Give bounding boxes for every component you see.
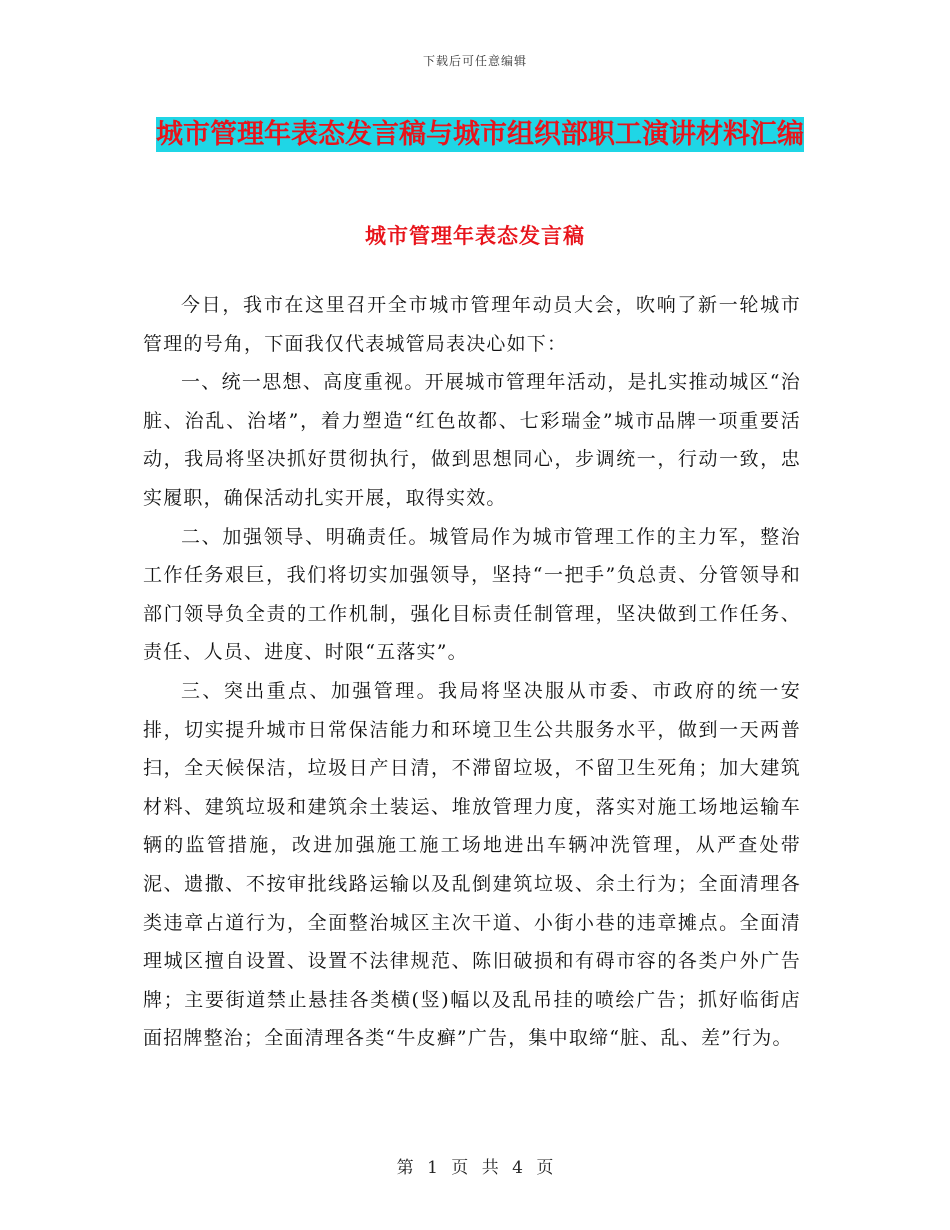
paragraph-point-2: 二、加强领导、明确责任。城管局作为城市管理工作的主力军，整治工作任务艰巨，我们将切实加强领导，坚持“一把手”负总责、分管领导和部门领导负全责的工作机制，强化目标责任制管理，坚决做到工作任务、责任、人员、进度、时限“五落实”。 xyxy=(143,525,801,664)
document-title xyxy=(150,112,810,158)
document-title-text: 城市管理年表态发言稿与城市组织部职工演讲材料汇编 xyxy=(156,119,804,150)
section-title: 城市管理年表态发言稿 xyxy=(365,223,585,248)
page-number-footer: 第 1 页 共 4 页 xyxy=(396,1158,554,1178)
paragraph-point-3: 三、突出重点、加强管理。我局将坚决服从市委、市政府的统一安排，切实提升城市日常保洁能力和环境卫生公共服务水平，做到一天两普扫，全天候保洁，垃圾日产日清，不滞留垃圾，不留卫生死角；加大建筑材料、建筑垃圾和建筑余土装运、堆放管理力度，落实对施工场地运输车辆的监管措施，改进加强施工施工场地进出车辆冲洗管理，从严查处带泥、遗撒、不按审批线路运输以及乱倒建筑垃圾、余土行为；全面清理各类违章占道行为，全面整治城区主次干道、小街小巷的违章摊点。全面清理城区擅自设置、设置不法律规范、陈旧破损和有碍市容的各类户外广告牌；主要街道禁止悬挂各类横(竖)幅以及乱吊挂的喷绘广告；抓好临街店面招牌整治；全面清理各类“牛皮癣”广告，集中取缔“脏、乱、差”行为。 xyxy=(143,679,801,1050)
paragraph-intro: 今日，我市在这里召开全市城市管理年动员大会，吹响了新一轮城市管理的号角，下面我仅代表城管局表决心如下： xyxy=(143,294,801,355)
paragraph-point-1: 一、统一思想、高度重视。开展城市管理年活动，是扎实推动城区“治脏、治乱、治堵”，着力塑造“红色故都、七彩瑞金”城市品牌一项重要活动，我局将坚决抓好贯彻执行，做到思想同心，步调统一，行动一致，忠实履职，确保活动扎实开展，取得实效。 xyxy=(143,371,801,509)
document-body xyxy=(143,286,801,1058)
header-note: 下载后可任意编辑 xyxy=(422,54,527,68)
